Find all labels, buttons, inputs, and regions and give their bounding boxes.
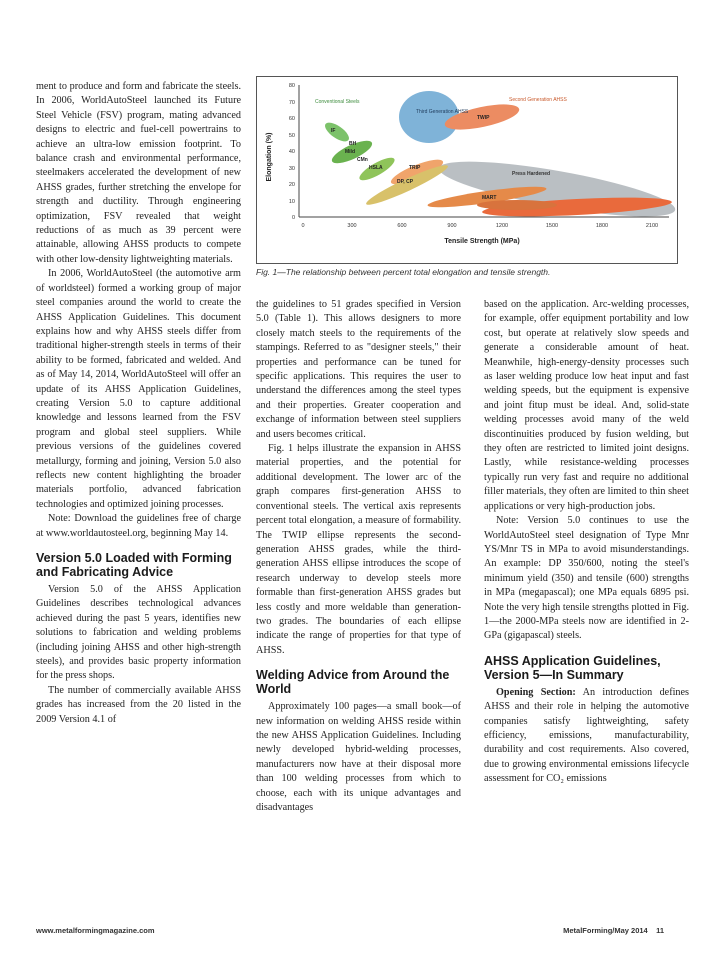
paragraph: Fig. 1 helps illustrate the expansion in AHSS material properties, and the potential for additional development. The lower arc of the graph compares first-generation AHSS to conventional steels. The vertical axis represents percent total elongation, a measure of formability. The TWIP ellipse represents the second-generation AHSS grades, while the third-generation AHSS ellipse introduces the scope of research underway to develop steels more formable than first-generation AHSS grades but less costly and more weldable than generation-two grades. The boundaries of each ellipse indicate the range of properties for that type of AHSS.: [256, 443, 461, 656]
label-conventional: Conventional Steels: [315, 99, 360, 105]
y-tick: 0: [291, 215, 295, 221]
run-in-heading: Opening Section:: [496, 686, 576, 698]
paragraph: Note: Download the guidelines free of charge at www.worldautosteel.org, beginning May 14.: [36, 513, 241, 539]
paragraph: Approximately 100 pages—a small book—of new information on welding AHSS reside within the new AHSS Application Guidelines. Including newly developed hybrid-welding processes, manufacturers now have at their disposal more than 100 welding processes from which to choose, each with its unique advantages and disadvantages: [256, 701, 461, 813]
if-ellipse: [322, 119, 352, 145]
second-generation-region: [436, 150, 677, 227]
text-column-2: [256, 298, 461, 815]
paragraph: The number of commercially available AHSS grades has increased from the 20 listed in the 2009 Version 4.1 of: [36, 684, 241, 725]
text-column-1: [36, 80, 241, 727]
label-mild: Mild: [345, 149, 355, 155]
section-heading: Version 5.0 Loaded with Forming and Fabricating Advice: [36, 551, 232, 579]
paragraph: ment to produce and form and fabricate the steels. In 2006, WorldAutoSteel launched its Future Steel Vehicle (FSV) program, mating advanced designs to electric and fuel-cell powertrains to achieve an ultra-low emission footprint. To balance crash and environmental performance, steelmakers accelerated the development of new AHSS grades, further stretching the envelope for strength and ductility. Through engineering optimization, FSV revealed that weight reductions of as much as 39 percent were attainable, allowing AHSS products to compete with other low-density lightweighting materials.: [36, 81, 241, 265]
paragraph: [484, 686, 689, 787]
footer-url: www.metalformingmagazine.com: [36, 926, 155, 935]
y-tick: 10: [288, 199, 295, 205]
section-heading: AHSS Application Guidelines, Version 5—In Summary: [484, 653, 661, 682]
paragraph: based on the application. Arc-welding processes, for example, offer equipment portability and low cost, but operate at relatively slow speeds and generate a considerable amount of heat. Meanwhile, high-energy-density processes such as laser welding produce low heat input and fast welding speeds, but the equipment is expensive and joint fitup must be ideal. And, solid-state welding processes avoid many of the weld discontinuities produced by fusion welding, but they often are restricted to limited joint designs. Lastly, while resistance-welding processes typically run very fast and require no additional filler materials, they often are limited to thin sheet applications or very high-production jobs.: [484, 299, 689, 512]
footer-publication: MetalForming/May 2014: [563, 926, 648, 935]
label-third-gen: Third Generation AHSS: [416, 109, 469, 115]
x-tick: 600: [397, 223, 407, 229]
figure-elongation-vs-strength: [256, 76, 678, 264]
label-hsla: HSLA: [369, 165, 383, 171]
label-second-gen: Second Generation AHSS: [509, 97, 567, 103]
paragraph: Version 5.0 of the AHSS Application Guidelines describes technological advances achieved during the past 5 years, identifies new solutions to fabrication and welding problems (including joining AHSS and other high-strength steels), and provides basic property information for the press shops.: [36, 584, 241, 682]
paragraph: Note: Version 5.0 continues to use the WorldAutoSteel steel designation of Type Mnr YS/Mnr TS in MPa to avoid misunderstandings. An example: DP 350/600, noting the steel's minimum yield (350) and tensile (600) strengths in MPa (megapascal); one MPa equals 6895 psi. Note the very high tensile strengths plotted in Fig. 1—the 2000-MPa steels now are identified in 2-GPa (gigapascal) steels.: [484, 515, 689, 642]
figure-caption: Fig. 1—The relationship between percent total elongation and tensile strength.: [256, 267, 551, 277]
y-tick: 20: [288, 182, 295, 188]
paragraph: In 2006, WorldAutoSteel (the automotive arm of worldsteel) formed a working group of major steel companies around the world to create the AHSS Application Guidelines. This document explains how and why AHSS steels differ from traditional higher-strength steels in terms of their ability to be formed, fabricated and welded. And as of May 14, 2014, WorldAutoSteel will offer an update of its AHSS Application Guidelines, creating Version 5.0 to capture additional knowledge and lessons learned from the FSV program and global steel suppliers. While previous versions of the guidelines covered metallurgy, forming and joining, Version 5.0 also reflects new content highlighting the broader materials portfolio, advanced fabrication technologies and optimized joining processes.: [36, 268, 241, 510]
text-column-3: [484, 298, 689, 787]
y-axis-label: Elongation (%): [266, 132, 273, 182]
section-heading: Welding Advice from Around the World: [256, 668, 450, 697]
x-tick: 300: [347, 223, 357, 229]
label-press: Press Hardened: [512, 171, 551, 177]
label-twip: TWIP: [477, 115, 490, 121]
y-tick: 40: [288, 149, 295, 155]
label-mart: MART: [482, 195, 497, 201]
page-number: 11: [656, 926, 664, 935]
label-bh: BH: [349, 141, 357, 147]
x-axis-label: Tensile Strength (MPa): [444, 238, 520, 245]
y-tick: 80: [288, 83, 295, 89]
third-generation-region: [399, 91, 459, 143]
x-tick: 1500: [545, 223, 559, 229]
y-tick: 70: [288, 100, 295, 106]
label-cmn: CMn: [357, 157, 368, 163]
y-tick: 60: [288, 116, 295, 122]
mart-ellipse-2: [477, 200, 557, 210]
y-tick: 50: [288, 133, 295, 139]
y-tick: 30: [288, 166, 295, 172]
label-if: IF: [331, 128, 336, 134]
x-tick: 1800: [595, 223, 609, 229]
footer-right: [563, 926, 664, 935]
paragraph: the guidelines to 51 grades specified in Version 5.0 (Table 1). This allows designers to more closely match steels to the requirements of the stampings. Referred to as "designer steels," their properties and performance can be tuned for specific applications. This requires the user to understand the differences among the steel types and their properties. Greater cooperation and exchange of information between steel suppliers and users becomes critical.: [256, 299, 461, 440]
label-trip: TRIP: [409, 165, 421, 171]
x-tick: 1200: [495, 223, 509, 229]
x-tick: 0: [301, 223, 305, 229]
paragraph-text: An introduction defines AHSS and their role in helping the automotive companies satisfy lightweighting, safety efficiency, emissions, manufacturability, durability and cost requirements. Also covered, due to growing environmental emissions lifecycle assessment for CO₂ emissions: [484, 686, 689, 785]
x-tick: 900: [447, 223, 457, 229]
label-dp: DP, CP: [397, 179, 414, 185]
x-tick: 2100: [645, 223, 659, 229]
